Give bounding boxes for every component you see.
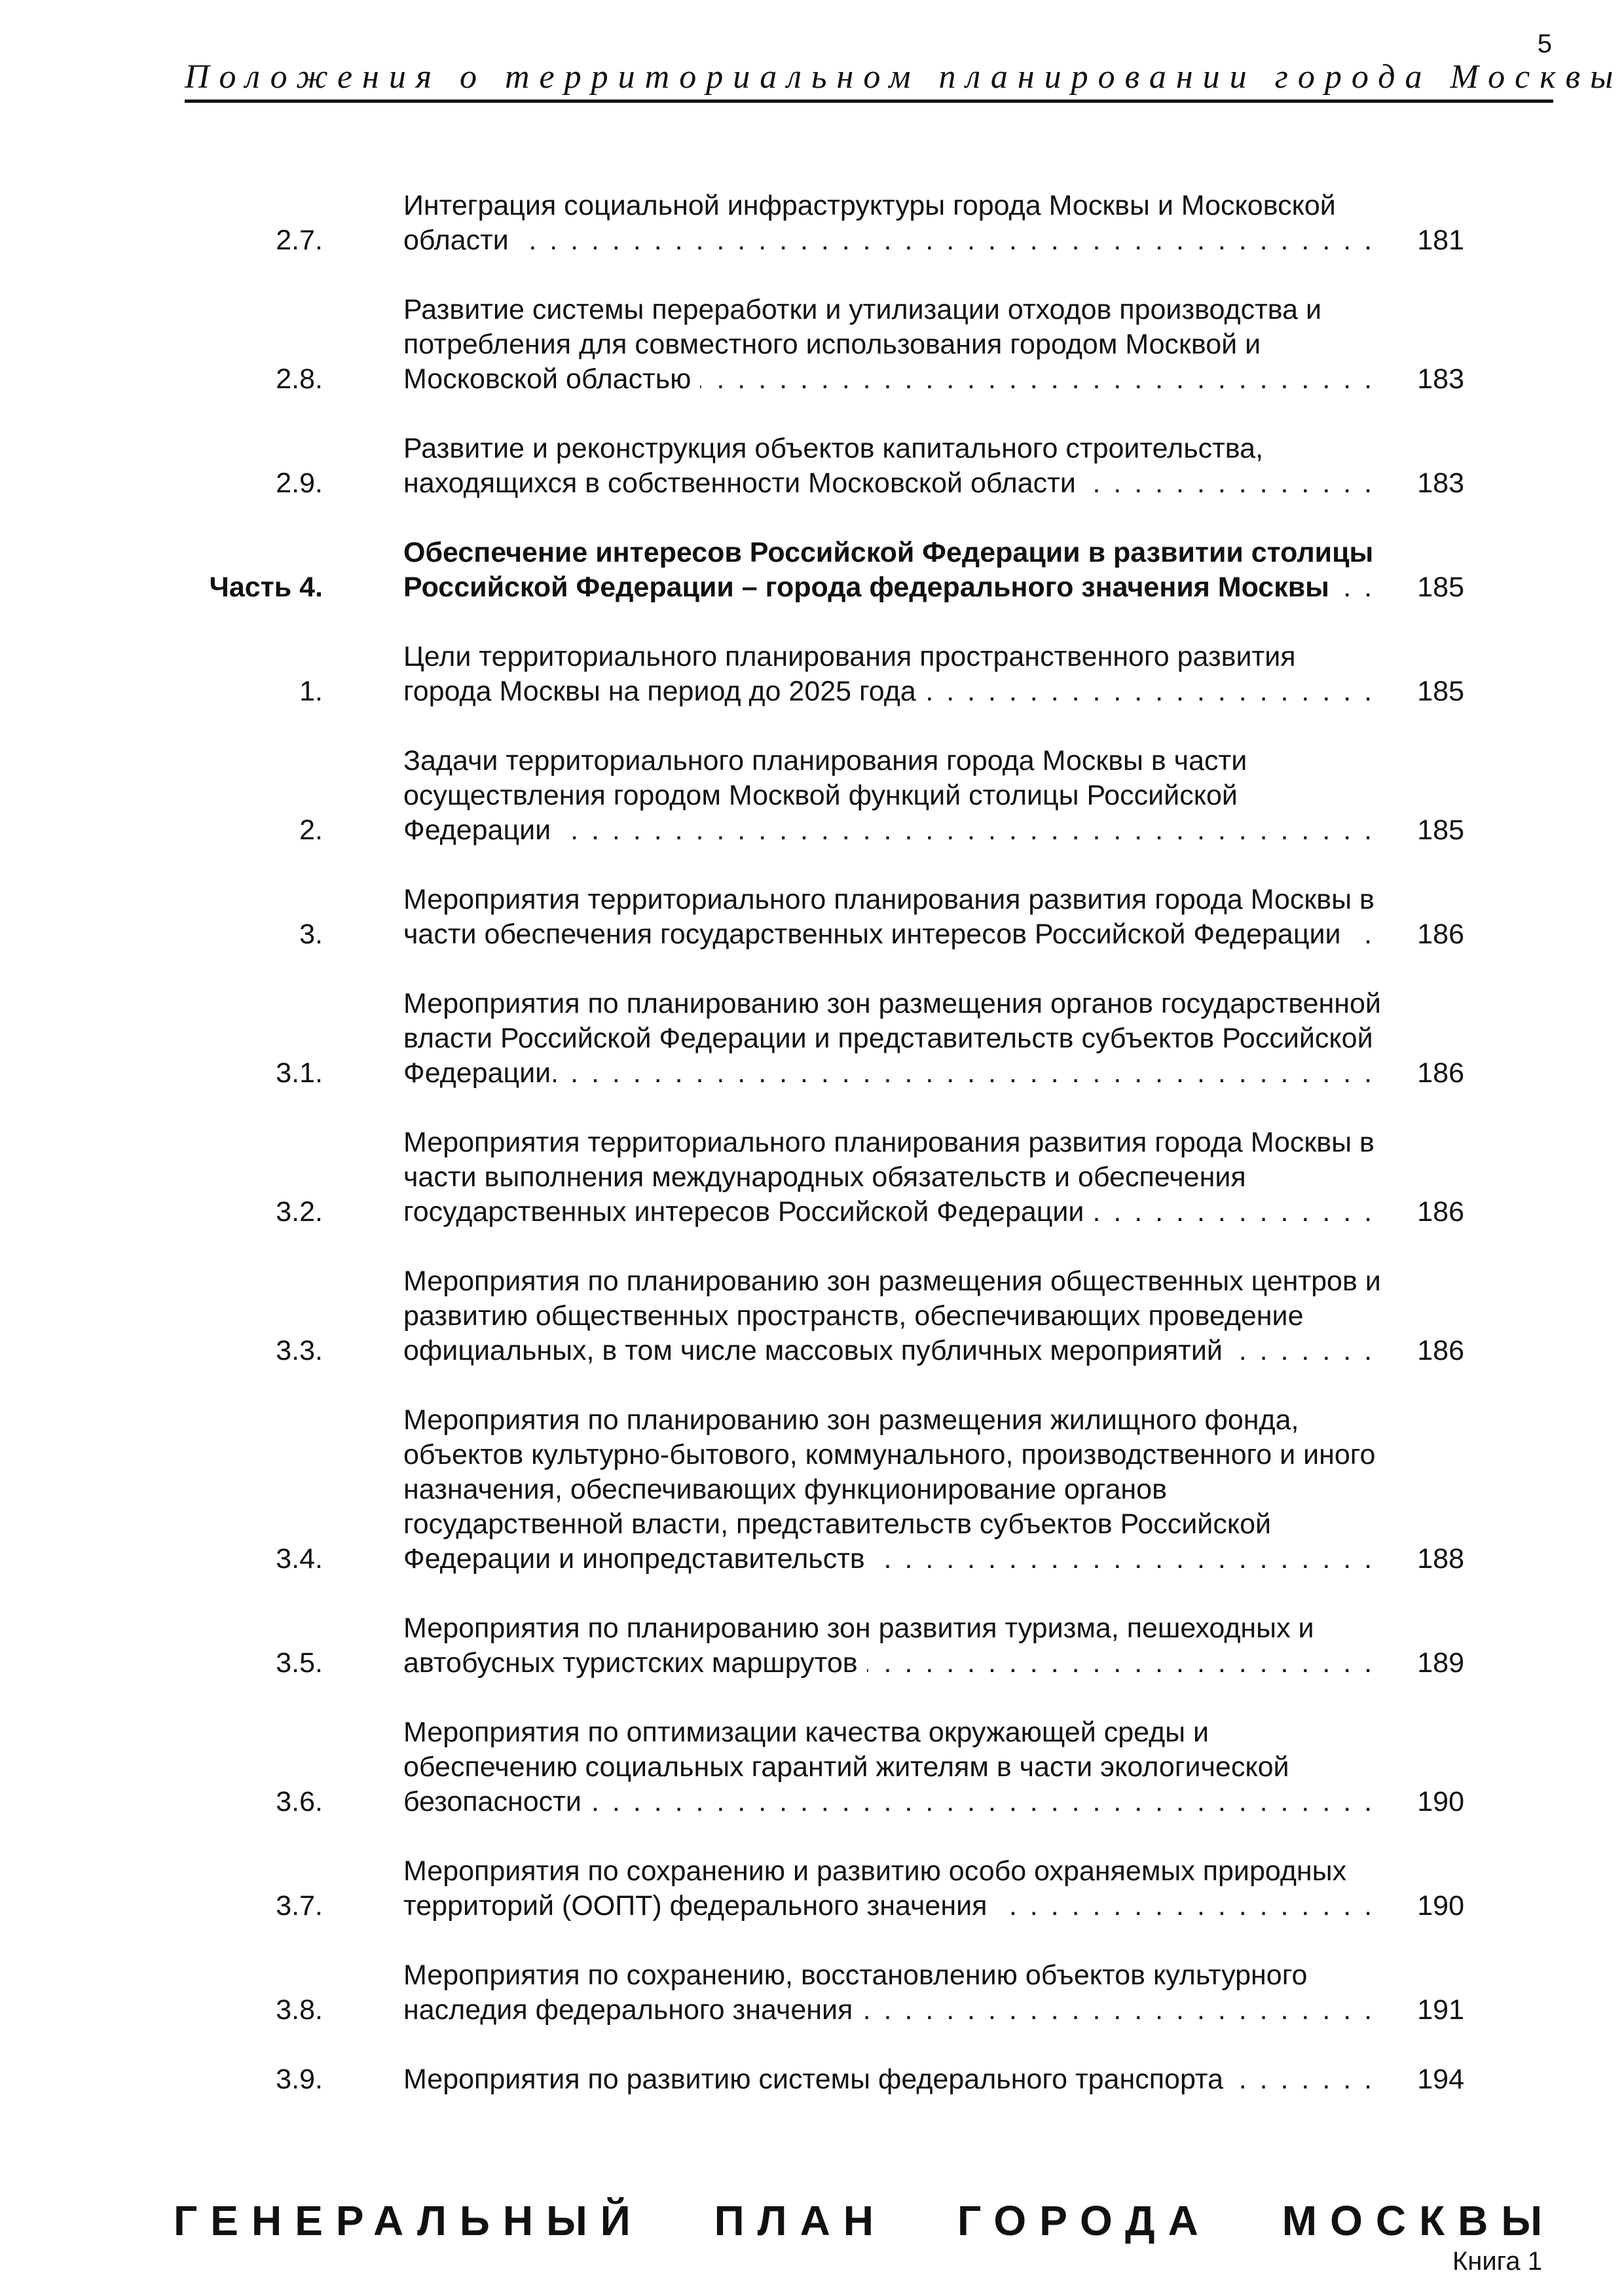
toc-part-heading — [0, 536, 1624, 605]
footer-title: ГЕНЕРАЛЬНЫЙ ПЛАН ГОРОДА МОСКВЫ — [174, 2197, 1555, 2244]
toc-entry-page: 185 — [1417, 814, 1464, 846]
toc-entry — [0, 293, 1624, 397]
toc-entry — [0, 189, 1624, 258]
toc-entry-number: 3.8. — [276, 1994, 323, 2026]
toc-entry-title: Задачи территориального планирования города Москвы в части осуществления городом Москвой функций столицы Российской Федерации . . . — [403, 744, 1387, 848]
toc-entry — [0, 1403, 1624, 1576]
toc-entry-page: 191 — [1417, 1994, 1464, 2026]
footer-book-label: Книга 1 — [1452, 2247, 1542, 2276]
toc-entry-title: Мероприятия по планированию зон развития туризма, пешеходных и автобусных туристских маршрутов . . . — [403, 1611, 1387, 1681]
running-header-title: Положения о территориальном планировании города Москвы — [185, 58, 1623, 96]
toc-entry — [0, 1854, 1624, 1923]
toc-entry — [0, 987, 1624, 1091]
toc-entry-title: Мероприятия территориального планирования развития города Москвы в части выполнения международных обязательств и обеспечения государственных интересов Российской Федерации . . . — [403, 1125, 1387, 1230]
toc-entry-number: 3.9. — [276, 2064, 323, 2095]
toc-entry — [0, 1715, 1624, 1819]
toc-entry-page: 185 — [1417, 572, 1464, 603]
toc-entry-page: 186 — [1417, 919, 1464, 950]
toc-entry — [0, 744, 1624, 848]
toc-entry-title: Мероприятия по развитию системы федерального транспорта . . . — [403, 2062, 1387, 2097]
toc-entry-title: Мероприятия по сохранению и развитию особо охраняемых природных территорий (ООПТ) федерального значения . . . — [403, 1854, 1387, 1923]
toc-entry-number: 2.8. — [276, 363, 323, 395]
toc-entry — [0, 1611, 1624, 1681]
page-number: 5 — [1537, 29, 1552, 58]
toc-entry-title: Мероприятия по планированию зон размещения общественных центров и развитию общественных пространств, обеспечивающих проведение официальных, в том числе массовых публичных мероприятий . . . — [403, 1264, 1387, 1368]
toc-entry-number: 3.4. — [276, 1543, 323, 1575]
header-rule — [185, 100, 1553, 103]
toc-entry-title: Мероприятия по планированию зон размещения органов государственной власти Российской Федерации и представительств субъектов Российской Федерации. . . . — [403, 987, 1387, 1091]
toc-entry-number: 1. — [299, 676, 323, 707]
toc-entry-title: Мероприятия территориального планирования развития города Москвы в части обеспечения государственных интересов Российской Федерации . . . — [403, 883, 1387, 952]
toc-entry-page: 186 — [1417, 1335, 1464, 1366]
toc-entry-title: Мероприятия по сохранению, восстановлению объектов культурного наследия федерального значения . . . — [403, 1958, 1387, 2028]
toc-entry — [0, 1125, 1624, 1230]
toc-entry-title: Развитие и реконструкция объектов капитального строительства, находящихся в собственности Московской области . . . — [403, 431, 1387, 501]
toc-entry-title: Цели территориального планирования пространственного развития города Москвы на период до 2025 года . . . — [403, 640, 1387, 709]
toc-entry — [0, 2062, 1624, 2097]
toc-entry — [0, 1958, 1624, 2028]
toc-entry-title: Развитие системы переработки и утилизации отходов производства и потребления для совместного использования городом Москвой и Московской областью . . . — [403, 293, 1387, 397]
toc-entry-number: 3. — [299, 919, 323, 950]
table-of-contents — [0, 189, 1624, 2132]
toc-entry-page: 188 — [1417, 1543, 1464, 1575]
toc-entry-page: 190 — [1417, 1786, 1464, 1817]
toc-entry-page: 183 — [1417, 363, 1464, 395]
toc-entry — [0, 883, 1624, 952]
toc-entry — [0, 640, 1624, 709]
toc-entry-page: 190 — [1417, 1890, 1464, 1922]
toc-entry-number: 2. — [299, 814, 323, 846]
toc-entry-title: Мероприятия по оптимизации качества окружающей среды и обеспечению социальных гарантий жителям в части экологической безопасности . . . — [403, 1715, 1387, 1819]
toc-entry-page: 185 — [1417, 676, 1464, 707]
toc-entry-title: Обеспечение интересов Российской Федерации в развитии столицы Российской Федерации – города федерального значения Москвы . . . — [403, 536, 1387, 605]
toc-entry-title: Интеграция социальной инфраструктуры города Москвы и Московской области . . . — [403, 189, 1387, 258]
toc-entry-number: 3.1. — [276, 1057, 323, 1089]
toc-entry-number: 3.5. — [276, 1647, 323, 1679]
toc-entry-page: 183 — [1417, 467, 1464, 499]
toc-entry-number: Часть 4. — [209, 572, 323, 603]
toc-entry-page: 181 — [1417, 225, 1464, 256]
toc-entry-page: 189 — [1417, 1647, 1464, 1679]
toc-entry-title: Мероприятия по планированию зон размещения жилищного фонда, объектов культурно-бытового, коммунального, производственного и иного назначения, обеспечивающих функционирование органов государственной власти, представительств субъектов Российской Федерации и инопредставительств . . . — [403, 1403, 1387, 1576]
toc-entry-number: 3.3. — [276, 1335, 323, 1366]
toc-entry-number: 2.7. — [276, 225, 323, 256]
toc-entry-page: 186 — [1417, 1057, 1464, 1089]
toc-entry-number: 3.2. — [276, 1196, 323, 1228]
toc-entry — [0, 1264, 1624, 1368]
toc-entry-page: 194 — [1417, 2064, 1464, 2095]
toc-entry-number: 3.6. — [276, 1786, 323, 1817]
toc-entry-page: 186 — [1417, 1196, 1464, 1228]
toc-entry-number: 3.7. — [276, 1890, 323, 1922]
toc-entry-number: 2.9. — [276, 467, 323, 499]
toc-entry — [0, 431, 1624, 501]
